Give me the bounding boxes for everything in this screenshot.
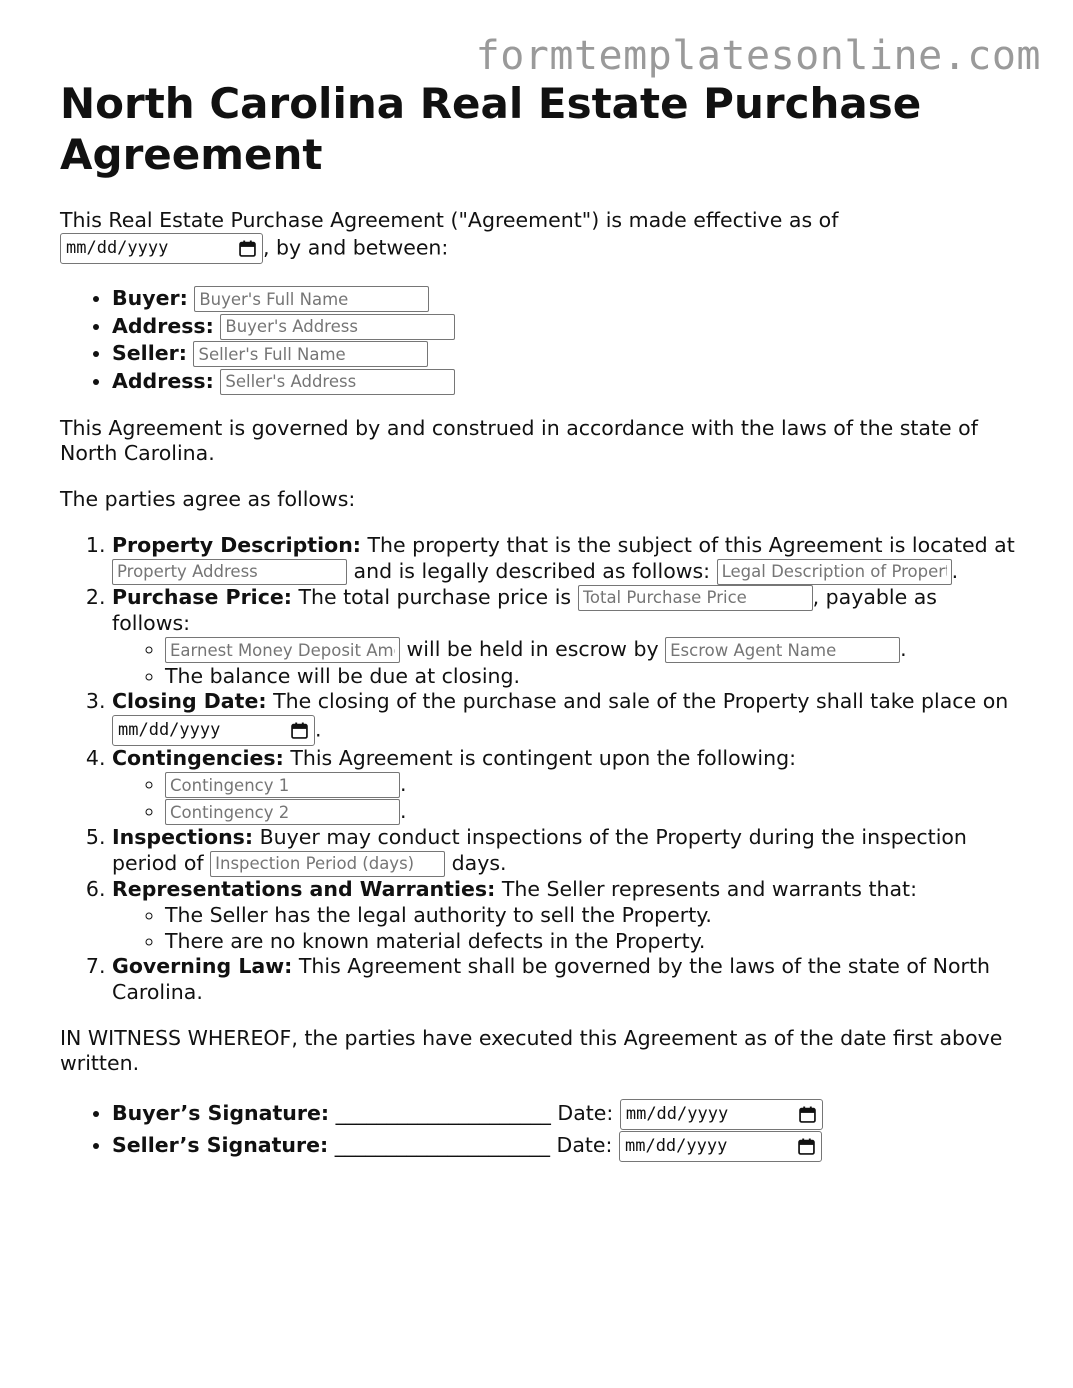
- term-property-description: [112, 533, 1020, 585]
- term-closing-date: [112, 689, 1020, 746]
- date-label: Date:: [557, 1101, 614, 1125]
- calendar-icon: [798, 1138, 815, 1155]
- calendar-icon: [799, 1106, 816, 1123]
- document-body: [60, 74, 1020, 1161]
- party-label: Buyer:: [112, 286, 188, 310]
- contingency-2-input[interactable]: [165, 799, 400, 825]
- party-buyer: [112, 285, 1020, 313]
- warranty-item: ◦ There are no known material defects in the Property.: [165, 928, 1020, 954]
- property-address-input[interactable]: [112, 559, 347, 585]
- intro-paragraph: [60, 208, 1020, 264]
- closing-date-input[interactable]: [112, 715, 315, 746]
- term-label: Contingencies:: [112, 745, 284, 770]
- term-representations: [112, 877, 1020, 955]
- legal-description-input[interactable]: [717, 559, 952, 585]
- seller-address-input[interactable]: [220, 369, 455, 395]
- contingency-item: [165, 771, 1020, 798]
- term-text: will be held in escrow by: [406, 637, 659, 661]
- term-text: The property that is the subject of this Agreement is located at: [367, 533, 1015, 557]
- term-label: Purchase Price:: [112, 584, 292, 609]
- term-text: .: [400, 799, 407, 823]
- signature-line[interactable]: _____________________: [335, 1101, 551, 1125]
- governing-paragraph: This Agreement is governed by and construed in accordance with the laws of the state of North Carolina.: [60, 416, 978, 465]
- party-label: Seller:: [112, 341, 187, 365]
- term-label: Governing Law:: [112, 954, 293, 978]
- term-text: .: [400, 772, 407, 796]
- term-text: The Seller represents and warrants that:: [501, 876, 917, 901]
- signatures-list: [60, 1097, 1020, 1161]
- terms-list: [60, 533, 1020, 1005]
- party-buyer-address: [112, 313, 1020, 341]
- payment-sublist: [112, 636, 1020, 689]
- term-inspections: [112, 825, 1020, 877]
- term-label: Representations and Warranties:: [112, 876, 496, 901]
- signature-label: Seller’s Signature:: [112, 1133, 329, 1157]
- party-label: Address:: [112, 313, 214, 338]
- witness-paragraph: IN WITNESS WHEREOF, the parties have executed this Agreement as of the date first above written.: [60, 1026, 1003, 1075]
- term-text: and is legally described as follows:: [353, 558, 711, 583]
- watermark: formtemplatesonline.com: [475, 33, 1041, 79]
- date-placeholder: mm/dd/yyyy: [66, 238, 169, 258]
- agree-paragraph: The parties agree as follows:: [60, 487, 356, 511]
- contingency-item: [165, 798, 1020, 825]
- signature-line[interactable]: _____________________: [334, 1133, 551, 1157]
- term-governing-law: [112, 954, 1020, 1005]
- buyer-signature-date-input[interactable]: [620, 1099, 823, 1130]
- term-text: This Agreement is contingent upon the following:: [290, 745, 796, 770]
- contingency-1-input[interactable]: [165, 772, 400, 798]
- parties-list: [60, 285, 1020, 395]
- signature-seller: [112, 1129, 1020, 1161]
- page-title: North Carolina Real Estate Purchase Agreement: [60, 79, 922, 179]
- date-label: Date:: [556, 1133, 613, 1157]
- term-text: .: [900, 637, 907, 661]
- term-label: Closing Date:: [112, 689, 267, 713]
- signature-label: Buyer’s Signature:: [112, 1101, 330, 1125]
- date-placeholder: mm/dd/yyyy: [118, 719, 221, 740]
- term-text: .: [951, 558, 959, 583]
- contingency-sublist: [112, 771, 1020, 825]
- payment-item-balance: ◦ The balance will be due at closing.: [165, 663, 1020, 689]
- term-contingencies: [112, 746, 1020, 826]
- effective-date-input[interactable]: [60, 233, 263, 264]
- term-text: days.: [451, 850, 507, 875]
- calendar-icon: [239, 240, 256, 257]
- warranties-sublist: [112, 902, 1020, 954]
- party-seller-address: [112, 368, 1020, 396]
- term-text: The closing of the purchase and sale of the Property shall take place on: [273, 689, 1009, 713]
- party-seller: [112, 340, 1020, 368]
- date-placeholder: mm/dd/yyyy: [625, 1103, 729, 1124]
- term-purchase-price: [112, 585, 1020, 690]
- date-placeholder: mm/dd/yyyy: [624, 1135, 728, 1156]
- inspection-period-input[interactable]: [210, 851, 445, 877]
- seller-signature-date-input[interactable]: [619, 1131, 822, 1162]
- buyer-address-input[interactable]: [220, 314, 455, 340]
- term-text: .: [315, 717, 322, 741]
- signature-buyer: [112, 1097, 1020, 1129]
- intro-text-after: , by and between:: [263, 235, 449, 260]
- party-label: Address:: [112, 368, 214, 393]
- buyer-name-input[interactable]: [194, 286, 429, 312]
- warranty-item: ◦ The Seller has the legal authority to sell the Property.: [165, 902, 1020, 928]
- earnest-money-input[interactable]: [165, 637, 400, 663]
- term-text: The total purchase price is: [298, 584, 572, 609]
- term-label: Property Description:: [112, 533, 361, 557]
- payment-item-deposit: [165, 636, 1020, 663]
- escrow-agent-input[interactable]: [665, 637, 900, 663]
- calendar-icon: [291, 722, 308, 739]
- intro-text: This Real Estate Purchase Agreement ("Agreement") is made effective as of: [60, 208, 839, 232]
- term-label: Inspections:: [112, 825, 254, 849]
- term-text: Buyer may conduct inspections of the Property during the inspection period of: [112, 825, 967, 875]
- purchase-price-input[interactable]: [578, 585, 813, 611]
- term-text: This Agreement shall be governed by the laws of the state of North Carolina.: [112, 954, 990, 1004]
- term-text: , payable as follows:: [112, 584, 937, 635]
- seller-name-input[interactable]: [193, 341, 428, 367]
